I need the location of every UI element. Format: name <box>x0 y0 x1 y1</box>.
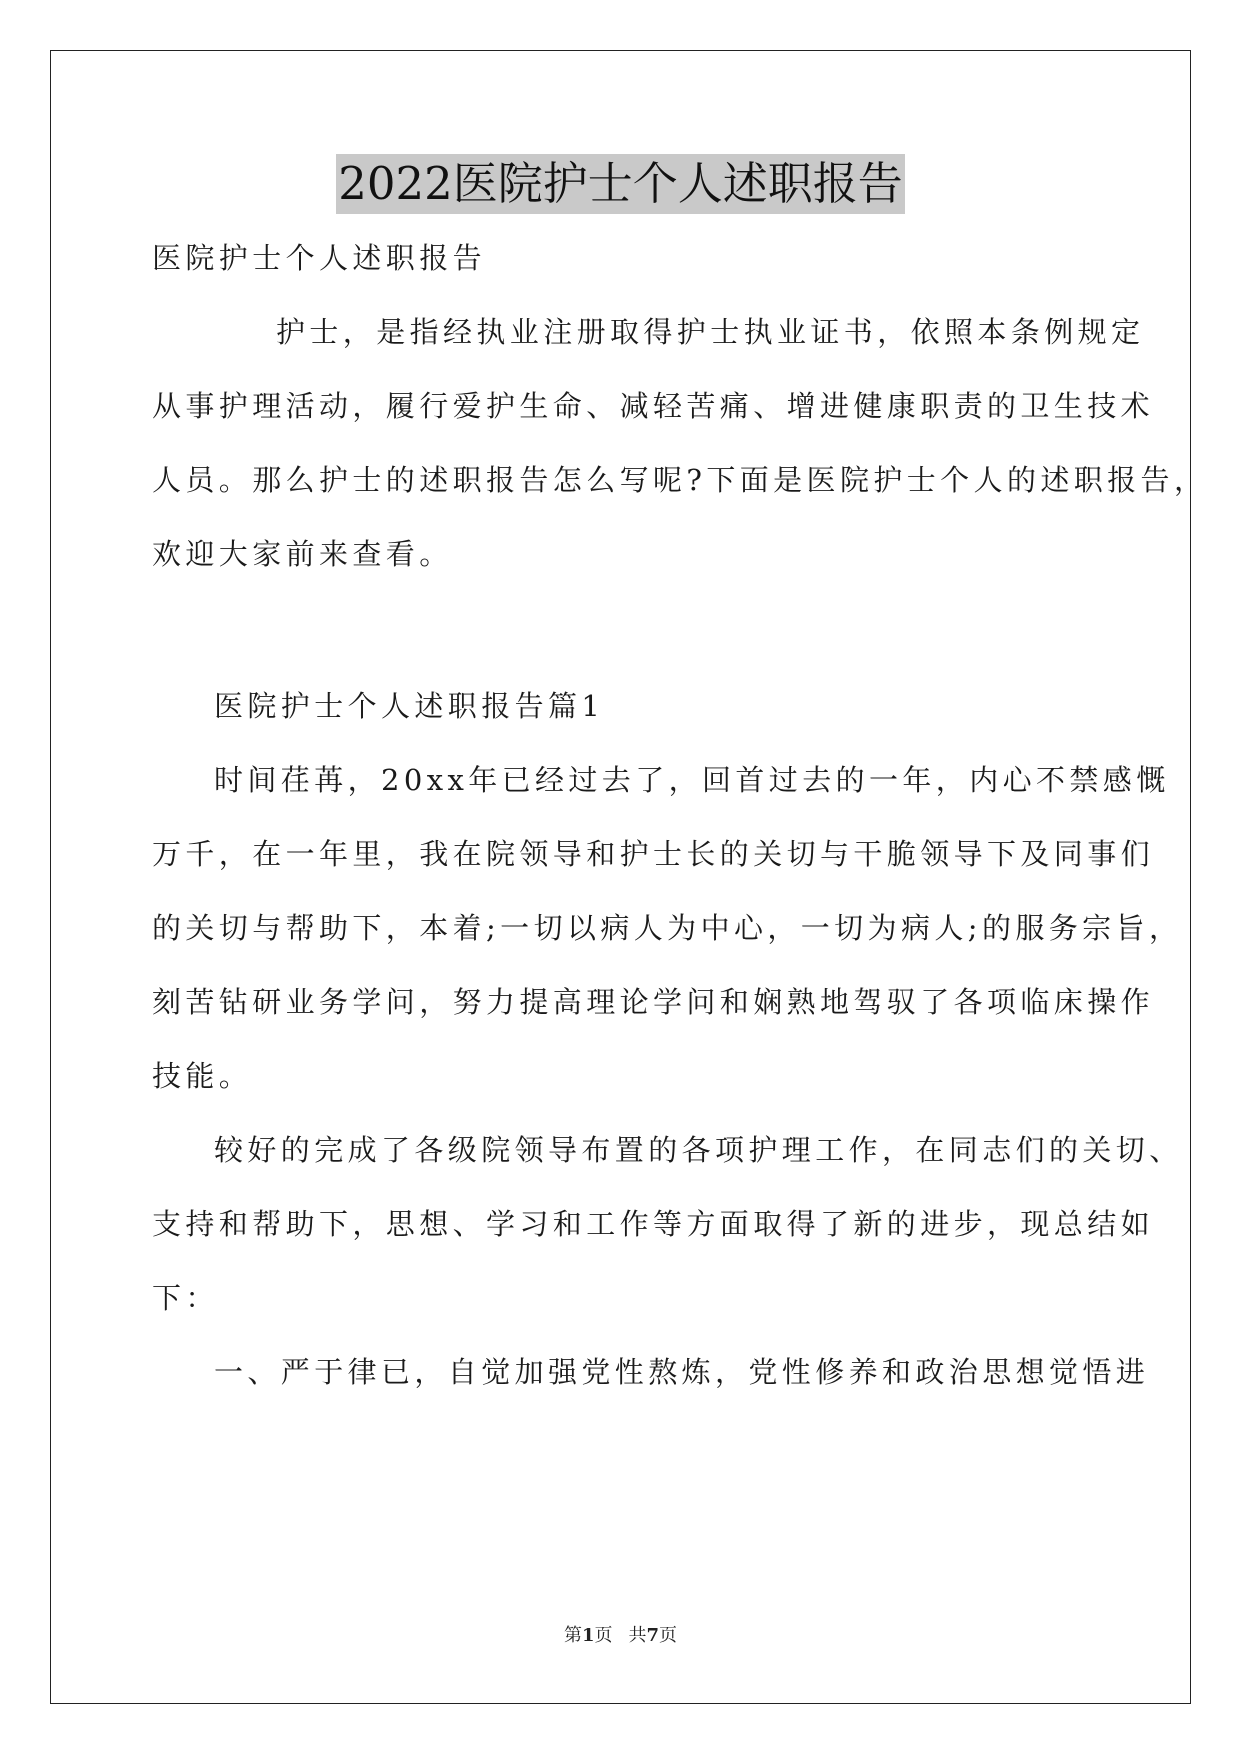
paragraph-line: 的关切与帮助下，本着;一切以病人为中心，一切为病人;的服务宗旨， <box>152 911 1183 945</box>
paragraph-line: 技能。 <box>152 1059 253 1093</box>
page-border <box>50 50 1191 1704</box>
paragraph-line: 一、严于律已，自觉加强党性熬炼，党性修养和政治思想觉悟进 <box>214 1355 1150 1389</box>
intro-line: 从事护理活动，履行爱护生命、减轻苦痛、增进健康职责的卫生技术 <box>152 389 1155 423</box>
paragraph-line: 下： <box>152 1281 219 1315</box>
page-prefix: 第 <box>563 1625 582 1646</box>
page-suffix: 页 <box>594 1625 613 1646</box>
total-suffix: 页 <box>659 1625 678 1646</box>
paragraph-line: 支持和帮助下，思想、学习和工作等方面取得了新的进步，现总结如 <box>152 1207 1155 1241</box>
intro-line: 人员。那么护士的述职报告怎么写呢?下面是医院护士个人的述职报告， <box>152 463 1208 497</box>
document-title: 2022医院护士个人述职报告 <box>336 154 905 214</box>
page-current: 1 <box>581 1625 595 1646</box>
title-container <box>0 154 1241 214</box>
document-subtitle: 医院护士个人述职报告 <box>152 241 487 275</box>
section-heading: 医院护士个人述职报告篇1 <box>214 689 605 723</box>
paragraph-line: 较好的完成了各级院领导布置的各项护理工作，在同志们的关切、 <box>214 1133 1183 1167</box>
paragraph-line: 刻苦钻研业务学问，努力提高理论学问和娴熟地驾驭了各项临床操作 <box>152 985 1155 1019</box>
intro-line: 欢迎大家前来查看。 <box>152 537 453 571</box>
paragraph-line: 时间荏苒，20xx年已经过去了，回首过去的一年，内心不禁感慨 <box>214 763 1170 797</box>
intro-line: 护士，是指经执业注册取得护士执业证书，依照本条例规定 <box>276 315 1145 349</box>
paragraph-line: 万千，在一年里，我在院领导和护士长的关切与干脆领导下及同事们 <box>152 837 1155 871</box>
total-prefix: 共 <box>628 1625 647 1646</box>
page-total: 7 <box>646 1625 660 1646</box>
page-footer <box>0 1624 1241 1648</box>
